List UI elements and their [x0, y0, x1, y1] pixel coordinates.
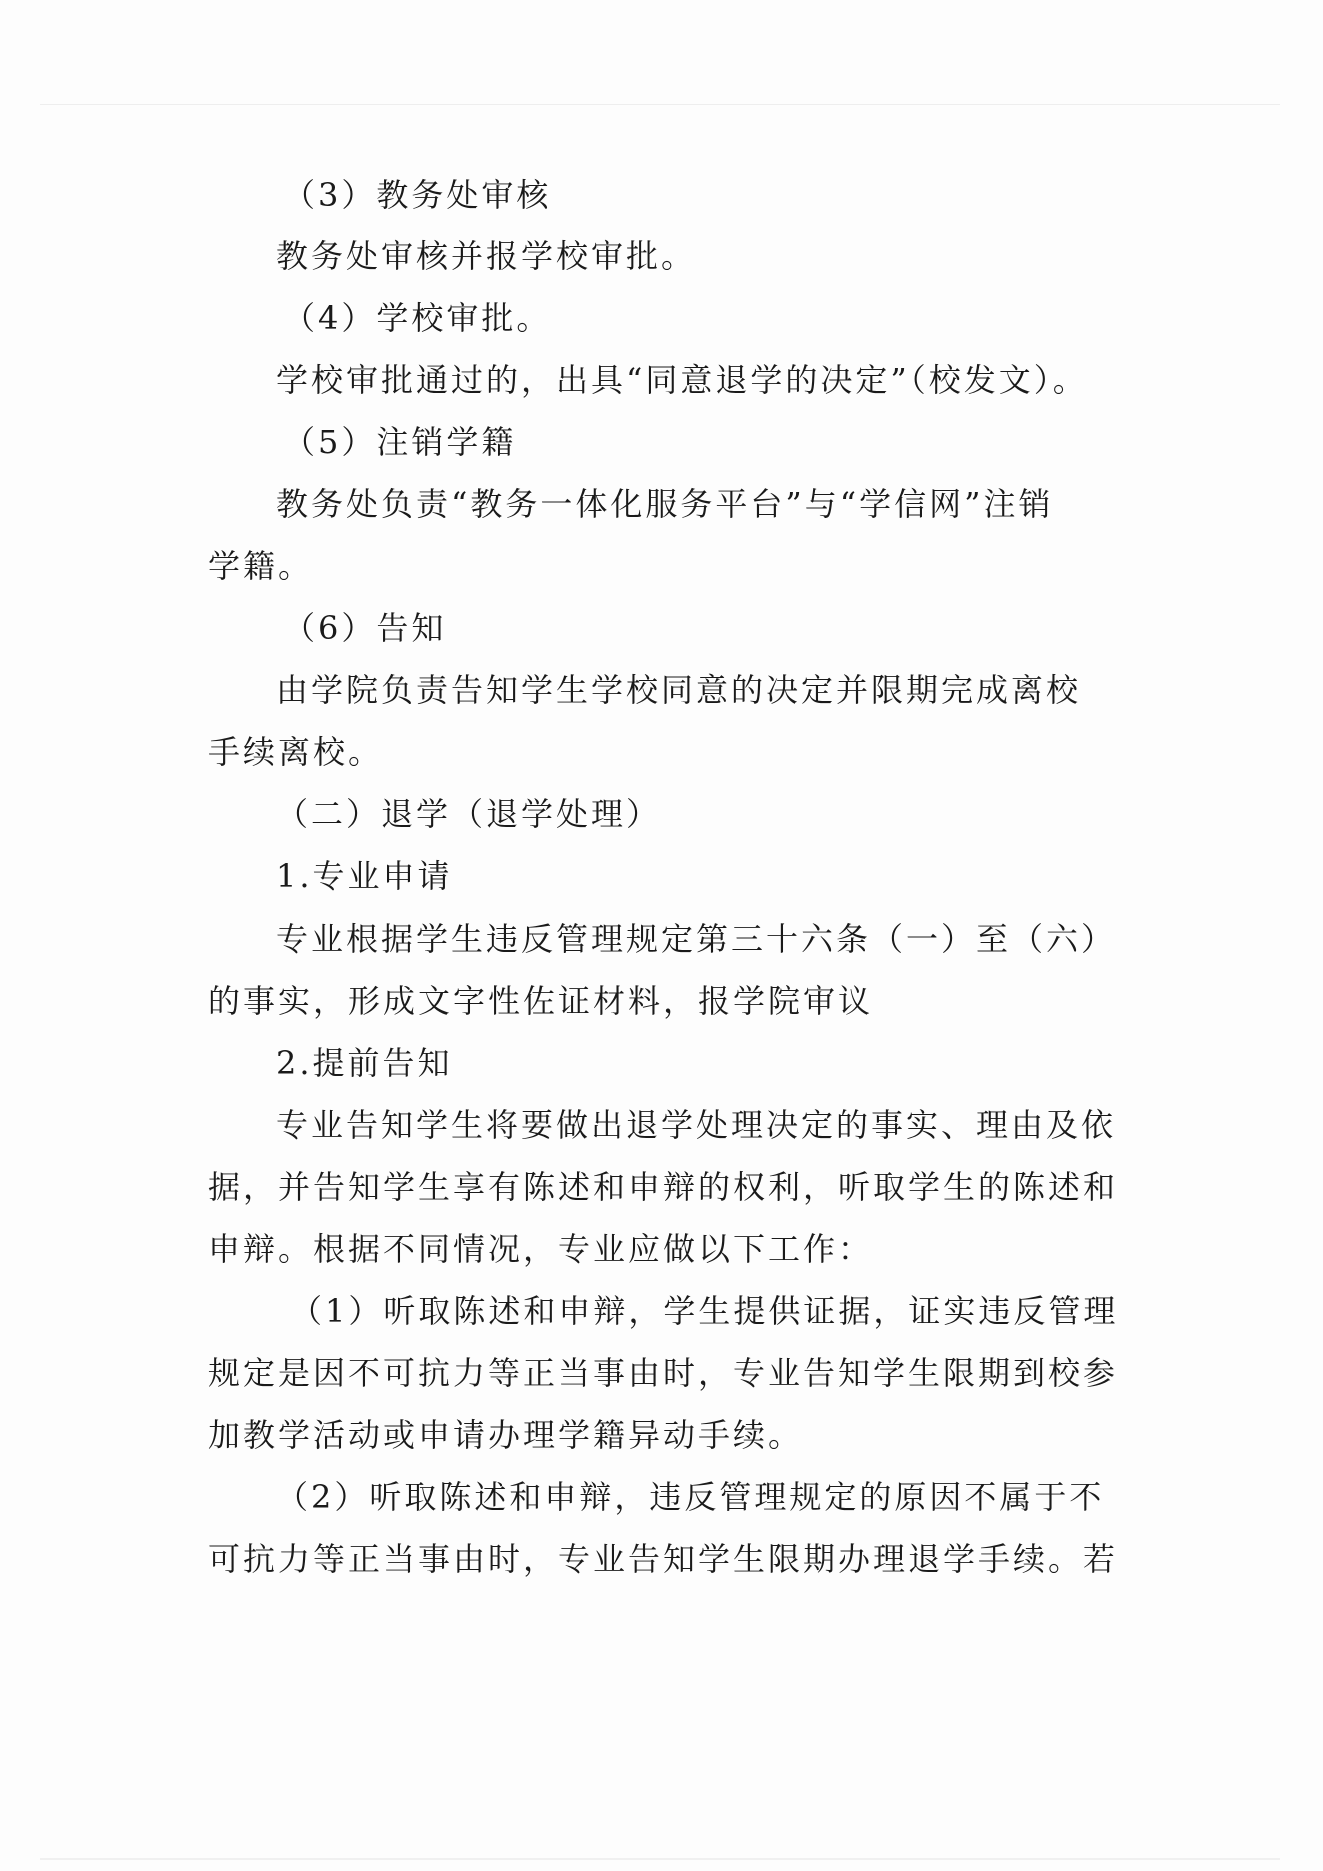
paragraph-line: 专业告知学生将要做出退学处理决定的事实、理由及依	[276, 1106, 1117, 1144]
heading-step-3: （3）教务处审核	[283, 176, 552, 214]
scan-edge-top	[40, 104, 1280, 105]
paragraph-line: 教务处审核并报学校审批。	[276, 237, 697, 275]
heading-step-6: （6）告知	[283, 609, 447, 647]
paragraph-line: （1）听取陈述和申辩，学生提供证据，证实违反管理	[290, 1292, 1119, 1330]
paragraph-line: 申辩。根据不同情况，专业应做以下工作：	[208, 1230, 874, 1268]
paragraph-line: 可抗力等正当事由时，专业告知学生限期办理退学手续。若	[208, 1540, 1119, 1578]
paragraph-line: 加教学活动或申请办理学籍异动手续。	[208, 1416, 804, 1454]
paragraph-line: 的事实，形成文字性佐证材料，报学院审议	[208, 982, 874, 1020]
paragraph-line: （2）听取陈述和申辩，违反管理规定的原因不属于不	[276, 1478, 1105, 1516]
paragraph-line: 学籍。	[208, 547, 314, 585]
paragraph-line: 专业根据学生违反管理规定第三十六条（一）至（六）	[276, 920, 1117, 958]
paragraph-line: 教务处负责“教务一体化服务平台”与“学信网”注销	[276, 485, 1054, 523]
scan-edge-bottom	[40, 1858, 1280, 1860]
heading-step-5: （5）注销学籍	[283, 423, 517, 461]
paragraph-line: 手续离校。	[208, 733, 384, 771]
paragraph-line: 规定是因不可抗力等正当事由时，专业告知学生限期到校参	[208, 1354, 1119, 1392]
section-heading: （二）退学（退学处理）	[276, 795, 662, 833]
heading-step-4: （4）学校审批。	[283, 299, 552, 337]
paragraph-line: 据，并告知学生享有陈述和申辩的权利，听取学生的陈述和	[208, 1168, 1119, 1206]
paragraph-line: 由学院负责告知学生学校同意的决定并限期完成离校	[276, 671, 1082, 709]
paragraph-line: 学校审批通过的，出具“同意退学的决定”（校发文）。	[276, 361, 1088, 399]
subheading-1: 1.专业申请	[276, 857, 453, 895]
subheading-2: 2.提前告知	[276, 1044, 453, 1082]
